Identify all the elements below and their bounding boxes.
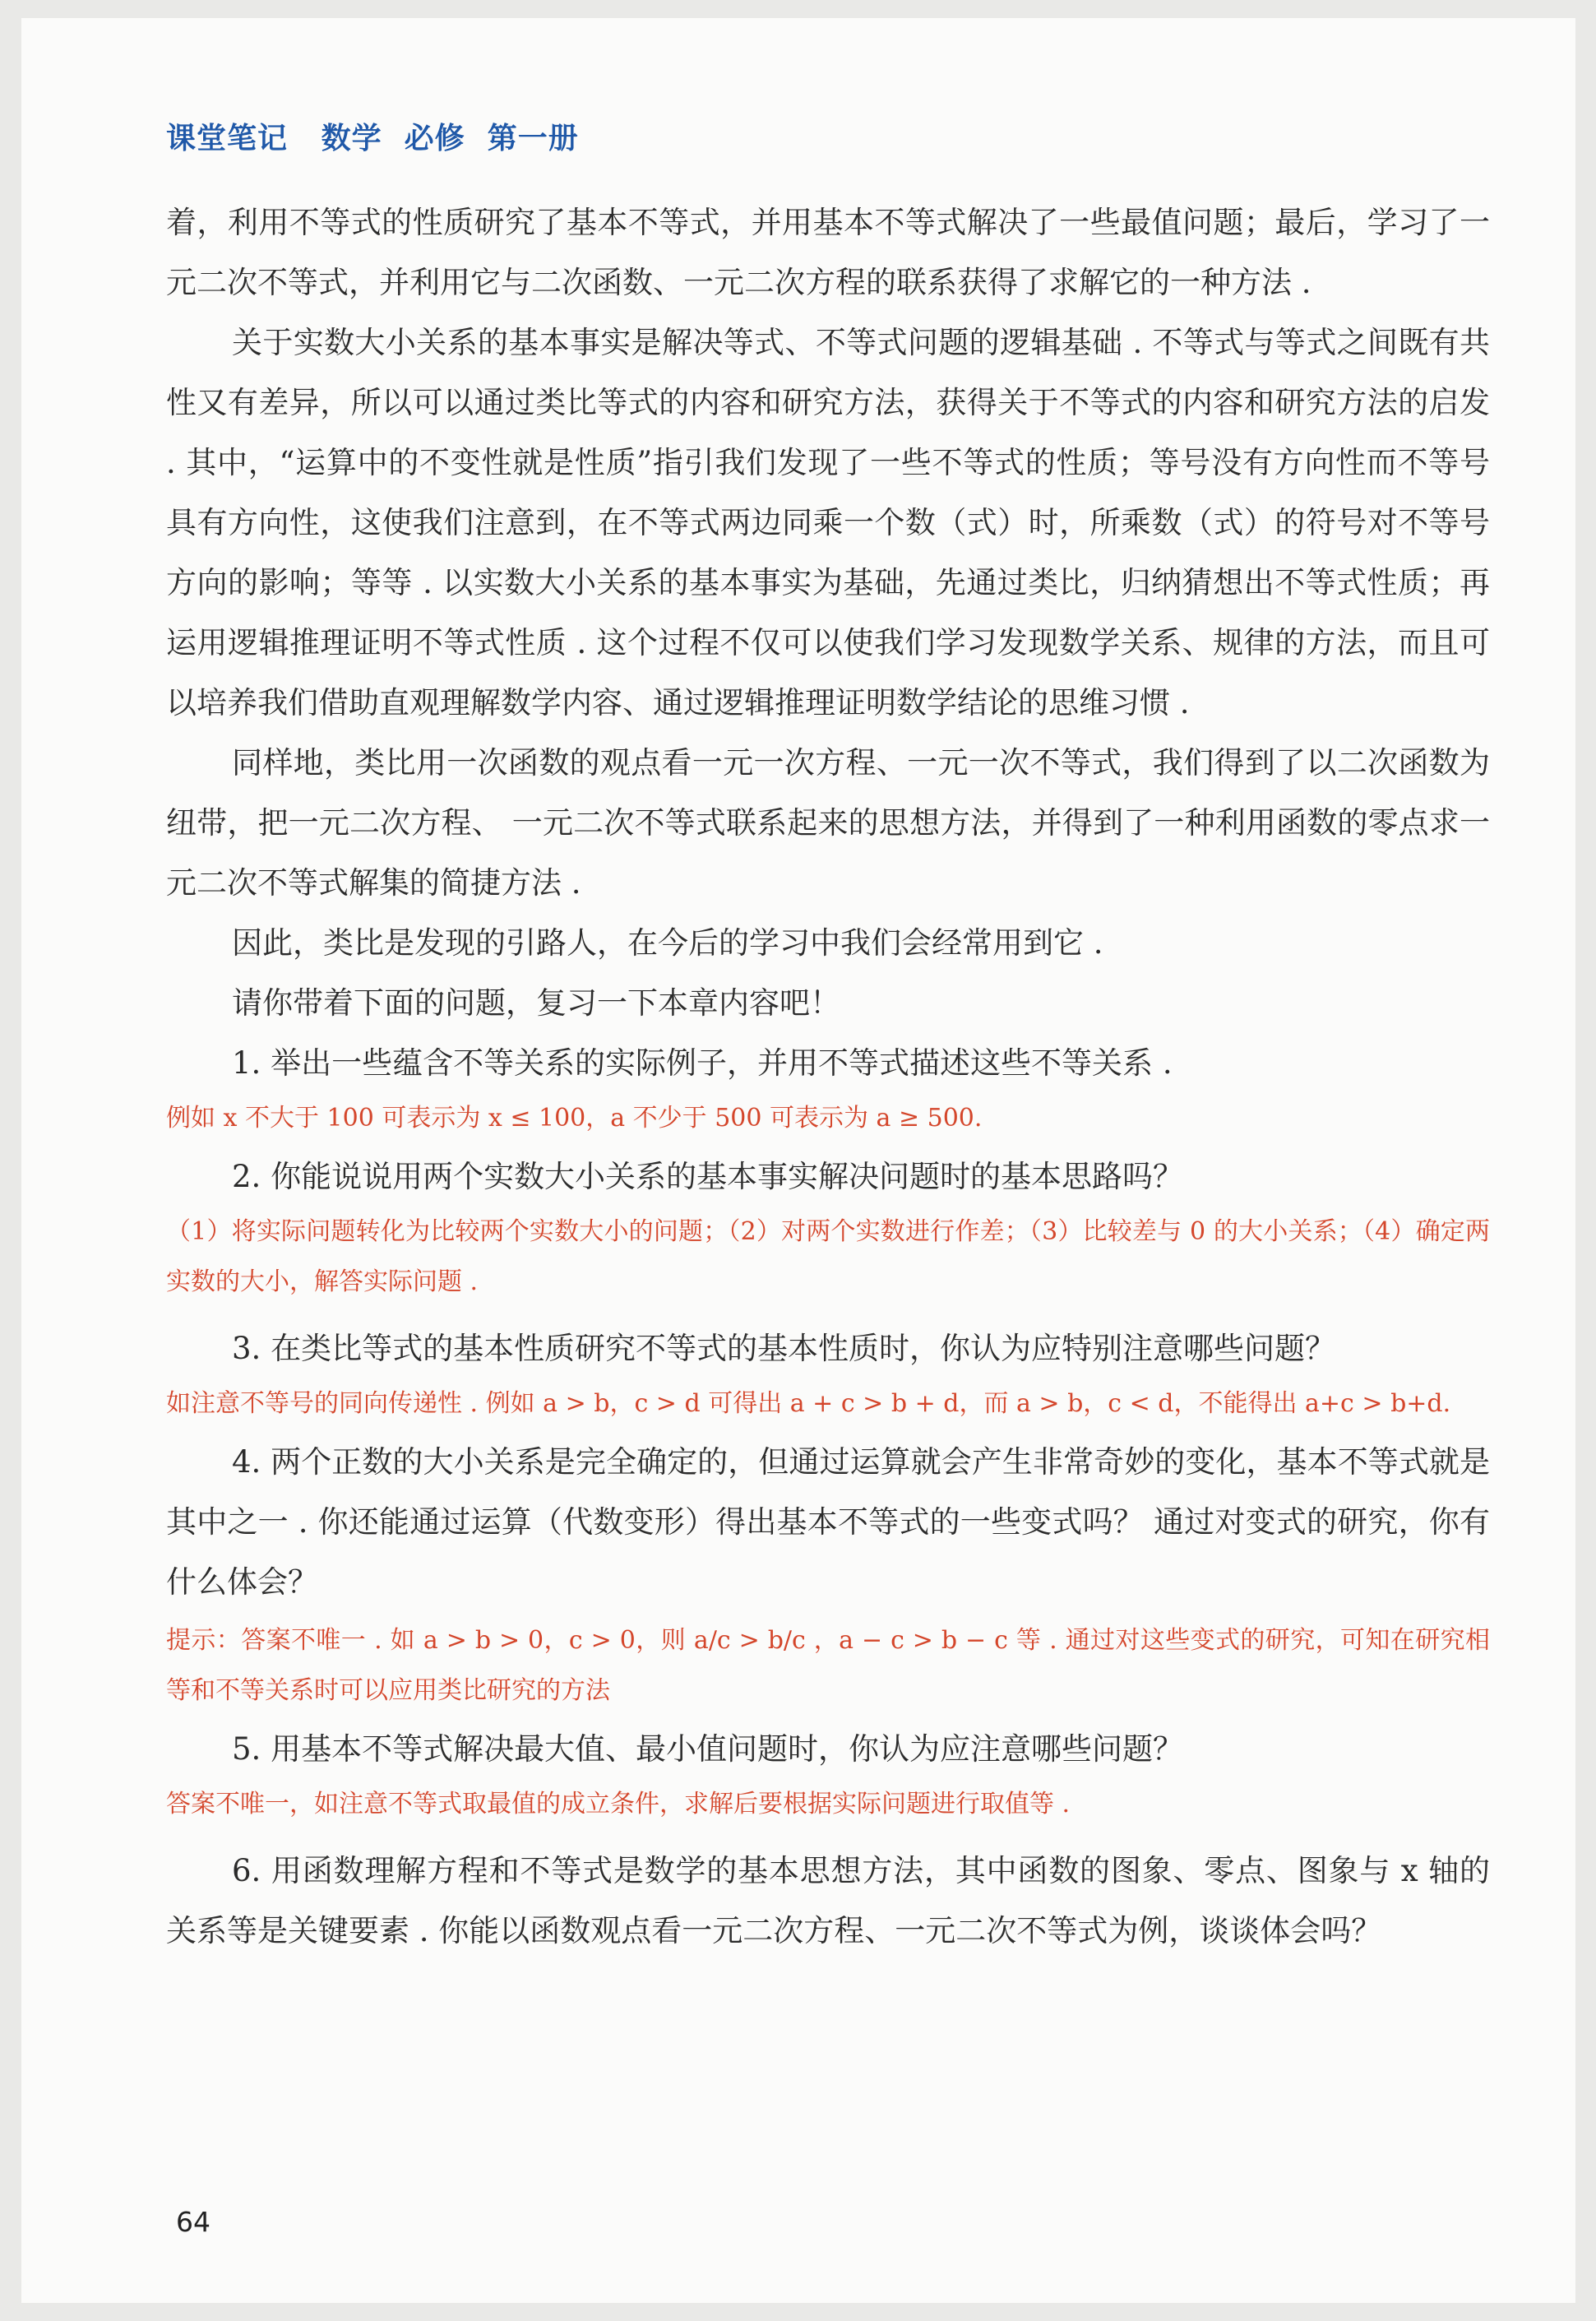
- answer-3: 如注意不等号的同向传递性 . 例如 a > b，c > d 可得出 a + c > b + d，而 a > b，c < d，不能得出 a+c > b+d.: [166, 1389, 1451, 1418]
- question-3: 3. 在类比等式的基本性质研究不等式的基本性质时，你认为应特别注意哪些问题？: [232, 1331, 1336, 1366]
- answer-5: 答案不唯一，如注意不等式取最值的成立条件，求解后要根据实际问题进行取值等 .: [166, 1790, 1071, 1818]
- question-4: 4. 两个正数的大小关系是完全确定的，但通过运算就会产生非常奇妙的变化，基本不等式就是其中之一 . 你还能通过运算（代数变形）得出基本不等式的一些变式吗？ 通过对变式的研究，你有什么体会？: [166, 1444, 1490, 1600]
- question-2: 2. 你能说说用两个实数大小关系的基本事实解决问题时的基本思路吗？: [232, 1159, 1184, 1194]
- answer-1: 例如 x 不大于 100 可表示为 x ≤ 100，a 不少于 500 可表示为 a ≥ 500.: [166, 1104, 983, 1133]
- question-1: 1. 举出一些蕴含不等关系的实际例子，并用不等式描述这些不等关系 .: [232, 1045, 1173, 1081]
- paragraph-continued: 着，利用不等式的性质研究了基本不等式，并用基本不等式解决了一些最值问题；最后，学习了一元二次不等式，并利用它与二次函数、一元二次方程的联系获得了求解它的一种方法 .: [166, 205, 1490, 300]
- paragraph-quadratic-analogy: 同样地，类比用一次函数的观点看一元一次方程、一元一次不等式，我们得到了以二次函数为纽带，把一元二次方程、 一元二次不等式联系起来的思想方法，并得到了一种利用函数的零点求一元二次不等式解集的简捷方法 .: [166, 745, 1490, 901]
- textbook-page: [21, 18, 1575, 2303]
- running-header: 课堂笔记 数学 必修 第一册: [166, 122, 579, 155]
- page-body: [166, 192, 1490, 1961]
- question-6: 6. 用函数理解方程和不等式是数学的基本思想方法，其中函数的图象、零点、图象与 x 轴的关系等是关键要素 . 你能以函数观点看一元二次方程、一元二次不等式为例，谈谈体会吗？: [166, 1853, 1490, 1948]
- paragraph-real-number-basis: 关于实数大小关系的基本事实是解决等式、不等式问题的逻辑基础 . 不等式与等式之间既有共性又有差异，所以可以通过类比等式的内容和研究方法，获得关于不等式的内容和研究方法的启发 . 其中，“运算中的不变性就是性质”指引我们发现了一些不等式的性质；等号没有方向性而不等号具有方向性，这使我们注意到，在不等式两边同乘一个数（式）时，所乘数（式）的符号对不等号方向的影响；等等 . 以实数大小关系的基本事实为基础，先通过类比，归纳猜想出不等式性质；再运用逻辑推理证明不等式性质 . 这个过程不仅可以使我们学习发现数学关系、规律的方法，而且可以培养我们借助直观理解数学内容、通过逻辑推理证明数学结论的思维习惯 .: [166, 325, 1490, 720]
- answer-4: 提示：答案不唯一 . 如 a > b > 0，c > 0，则 a/c > b/c ，a − c > b − c 等 . 通过对这些变式的研究，可知在研究相等和不等关系时可以应用类比研究的方法: [166, 1626, 1490, 1705]
- question-5: 5. 用基本不等式解决最大值、最小值问题时，你认为应注意哪些问题？: [232, 1731, 1184, 1767]
- answer-2: （1）将实际问题转化为比较两个实数大小的问题；（2）对两个实数进行作差；（3）比较差与 0 的大小关系；（4）确定两实数的大小，解答实际问题 .: [166, 1217, 1490, 1296]
- paragraph-review-prompt: 请你带着下面的问题，复习一下本章内容吧！: [232, 985, 840, 1021]
- paragraph-analogy-guide: 因此，类比是发现的引路人，在今后的学习中我们会经常用到它 .: [232, 925, 1103, 961]
- page-number: 64: [176, 2206, 210, 2238]
